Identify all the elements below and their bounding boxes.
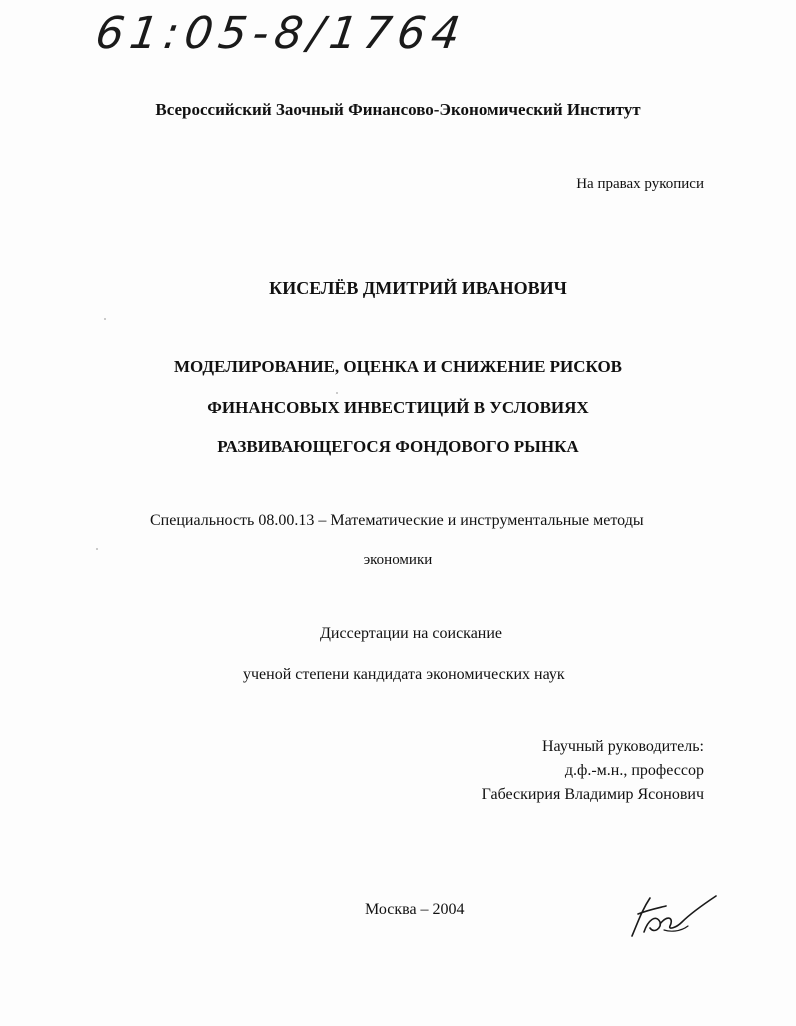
author-name: КИСЕЛЁВ ДМИТРИЙ ИВАНОВИЧ [269,278,567,298]
specialty-line-2: экономики [363,552,433,568]
title-line-3: РАЗВИВАЮЩЕГОСЯ ФОНДОВОГО РЫНКА [217,437,579,456]
title-line-1: МОДЕЛИРОВАНИЕ, ОЦЕНКА И СНИЖЕНИЕ РИСКОВ [173,357,623,376]
supervisor-heading: Научный руководитель: [541,738,704,755]
scan-speck [96,548,98,550]
handwritten-archive-code: 61:05-8/1764 [92,8,470,59]
city-year: Москва – 2004 [365,901,465,918]
scan-speck [104,318,106,320]
institute-name: Всероссийский Заочный Финансово-Экономический Институт [155,100,641,119]
manuscript-rights-note: На правах рукописи [576,176,704,192]
title-line-2: ФИНАНСОВЫХ ИНВЕСТИЦИЙ В УСЛОВИЯХ [207,398,589,417]
signature-icon [624,892,718,942]
supervisor-name: Габескирия Владимир Ясонович [481,786,704,803]
specialty-line-1: Специальность 08.00.13 – Математические и инструментальные методы [150,512,644,529]
dissertation-line-2: ученой степени кандидата экономических наук [243,666,565,683]
supervisor-degree: д.ф.-м.н., профессор [564,762,704,779]
scan-speck [336,392,338,394]
dissertation-line-1: Диссертации на соискание [320,625,503,642]
